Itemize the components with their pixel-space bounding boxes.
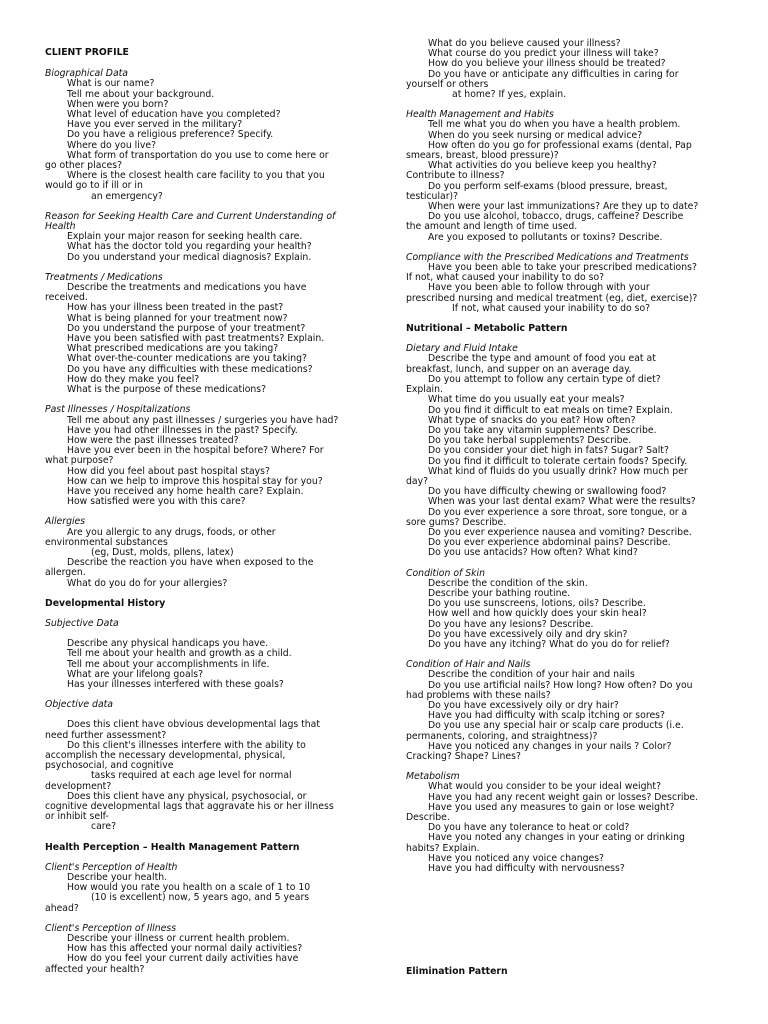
question-line: What course do you predict your illness will take? bbox=[428, 48, 659, 60]
question-line: What do you believe caused your illness? bbox=[428, 38, 621, 49]
question-line: Do you have any difficulties with these medications? bbox=[67, 363, 313, 375]
question-line: What level of education have you completed? bbox=[67, 109, 281, 121]
question-line: How do they make you feel? bbox=[67, 373, 200, 385]
question-line: received. bbox=[45, 292, 88, 304]
question-line: What has the doctor told you regarding your health? bbox=[67, 241, 312, 253]
question-line: Have you ever been in the hospital before? Where? For bbox=[67, 445, 324, 457]
question-line: (eg, Dust, molds, pllens, latex) bbox=[91, 546, 234, 558]
question-line: How well and how quickly does your skin heal? bbox=[428, 608, 647, 620]
section-heading: CLIENT PROFILE bbox=[45, 47, 129, 58]
question-line: allergen. bbox=[45, 567, 86, 579]
question-line: Do you ever experience a sore throat, sore tongue, or a bbox=[428, 506, 688, 518]
section-heading: Elimination Pattern bbox=[406, 966, 508, 978]
question-line: day? bbox=[406, 475, 429, 487]
question-line: Tell me what you do when you have a health problem. bbox=[428, 119, 681, 131]
question-line: Tell me about your health and growth as a child. bbox=[67, 648, 292, 660]
section-heading: Developmental History bbox=[45, 597, 166, 609]
question-line: Do you take herbal supplements? Describe. bbox=[428, 435, 632, 447]
question-line: Do you have excessively oily and dry skin? bbox=[428, 628, 628, 640]
question-line: Do you consider your diet high in fats? Sugar? Salt? bbox=[428, 445, 669, 457]
question-line: the amount and length of time used. bbox=[406, 221, 578, 233]
question-line: testicular)? bbox=[406, 190, 459, 202]
question-line: Do you have any tolerance to heat or cold? bbox=[428, 822, 630, 834]
question-line: had problems with these nails? bbox=[406, 689, 551, 701]
question-line: What form of transportation do you use to come here or bbox=[67, 149, 329, 161]
question-line: Have you had difficulty with scalp itching or sores? bbox=[428, 710, 665, 722]
question-line: When was your last dental exam? What were the results? bbox=[428, 496, 696, 508]
question-line: What is the purpose of these medications? bbox=[67, 384, 267, 396]
question-line: Where do you live? bbox=[67, 139, 157, 151]
subsection-heading: Reason for Seeking Health Care and Current Understanding of bbox=[45, 210, 336, 222]
question-line: accomplish the necessary developmental, physical, bbox=[45, 749, 286, 761]
question-line: Describe your illness or current health problem. bbox=[67, 933, 290, 945]
question-line: Do you have difficulty chewing or swallowing food? bbox=[428, 486, 667, 498]
subsection-heading: Metabolism bbox=[406, 771, 460, 783]
question-line: What is our name? bbox=[67, 78, 155, 90]
question-line: Do you ever experience abdominal pains? Describe. bbox=[428, 537, 671, 549]
question-line: When were you born? bbox=[67, 98, 169, 110]
question-line: tasks required at each age level for normal bbox=[91, 770, 292, 782]
question-line: go other places? bbox=[45, 160, 123, 172]
question-line: permanents, coloring, and straightness)? bbox=[406, 730, 598, 742]
question-line: Have you been able to take your prescribed medications? bbox=[428, 262, 697, 274]
question-line: Do you understand your medical diagnosis? Explain. bbox=[67, 251, 312, 263]
question-line: Do you ever experience nausea and vomiting? Describe. bbox=[428, 526, 692, 538]
subsection-heading: Health Management and Habits bbox=[406, 109, 554, 121]
question-line: How satisfied were you with this care? bbox=[67, 496, 246, 508]
subsection-heading: Condition of Skin bbox=[406, 567, 485, 579]
question-line: Describe the treatments and medications you have bbox=[67, 282, 307, 294]
question-line: Cracking? Shape? Lines? bbox=[406, 751, 521, 762]
question-line: psychosocial, and cognitive bbox=[45, 760, 174, 772]
question-line: Does this client have any physical, psychosocial, or bbox=[67, 790, 307, 802]
question-line: habits? Explain. bbox=[406, 842, 480, 854]
question-line: would go to if ill or in bbox=[45, 180, 143, 192]
question-line: Have you been satisfied with past treatments? Explain. bbox=[67, 333, 325, 345]
question-line: If not, what caused your inability to do so? bbox=[406, 272, 605, 284]
question-line: affected your health? bbox=[45, 963, 145, 975]
question-line: What over-the-counter medications are you taking? bbox=[67, 353, 307, 365]
question-line: How do you believe your illness should be treated? bbox=[428, 58, 666, 70]
question-line: Do you have any itching? What do you do for relief? bbox=[428, 638, 670, 650]
question-line: Do you understand the purpose of your treatment? bbox=[67, 322, 306, 334]
subsection-heading: Health bbox=[45, 221, 76, 233]
question-line: Describe your health. bbox=[67, 872, 168, 884]
question-line: breakfast, lunch, and supper on an average day. bbox=[406, 363, 632, 375]
question-line: Do you use artificial nails? How long? How often? Do you bbox=[428, 679, 693, 691]
question-line: Describe any physical handicaps you have. bbox=[67, 638, 269, 650]
question-line: Have you had difficulty with nervousness? bbox=[428, 863, 625, 875]
question-line: Do you use any special hair or scalp care products (i.e. bbox=[428, 720, 684, 732]
question-line: Have you noticed any changes in your nails ? Color? bbox=[428, 740, 672, 752]
question-line: Do you use alcohol, tobacco, drugs, caffeine? Describe bbox=[428, 211, 684, 223]
question-line: How do you feel your current daily activities have bbox=[67, 953, 299, 965]
question-line: prescribed nursing and medical treatment (eg, diet, exercise)? bbox=[406, 292, 698, 304]
subsection-heading: Client's Perception of Illness bbox=[45, 922, 177, 934]
question-line: Have you noted any changes in your eating or drinking bbox=[428, 832, 685, 844]
question-line: How often do you go for professional exams (dental, Pap bbox=[428, 139, 692, 151]
question-line: What kind of fluids do you usually drink? How much per bbox=[428, 465, 688, 477]
subsection-heading: Condition of Hair and Nails bbox=[406, 659, 531, 671]
question-line: Explain. bbox=[406, 384, 443, 396]
question-line: What are your lifelong goals? bbox=[67, 668, 204, 680]
question-line: Tell me about your accomplishments in life. bbox=[67, 658, 270, 670]
question-line: What prescribed medications are you taking? bbox=[67, 343, 279, 355]
question-line: Do you have excessively oily or dry hair? bbox=[428, 699, 619, 711]
question-line: How has this affected your normal daily activities? bbox=[67, 943, 303, 955]
question-line: Contribute to illness? bbox=[406, 170, 505, 182]
subsection-heading: Allergies bbox=[45, 516, 86, 528]
question-line: Do you take any vitamin supplements? Describe. bbox=[428, 424, 657, 436]
question-line: Are you exposed to pollutants or toxins? Describe. bbox=[428, 231, 663, 243]
question-line: Do you find it difficult to eat meals on time? Explain. bbox=[428, 404, 673, 416]
question-line: If not, what caused your inability to do so? bbox=[452, 302, 651, 314]
question-line: Do you perform self-exams (blood pressure, breast, bbox=[428, 180, 668, 192]
subsection-heading: Client's Perception of Health bbox=[45, 861, 178, 873]
question-line: development? bbox=[45, 780, 112, 792]
question-line: Where is the closest health care facility to you that you bbox=[67, 170, 325, 182]
question-line: need further assessment? bbox=[45, 729, 167, 741]
question-line: environmental substances bbox=[45, 536, 168, 548]
question-line: Have you noticed any voice changes? bbox=[428, 852, 604, 864]
question-line: Do you attempt to follow any certain type of diet? bbox=[428, 373, 661, 385]
question-line: What time do you usually eat your meals? bbox=[428, 394, 625, 406]
question-line: Have you had other illnesses in the past? Specify. bbox=[67, 424, 298, 436]
question-line: What would you consider to be your ideal weight? bbox=[428, 781, 662, 793]
question-line: Do you use antacids? How often? What kind? bbox=[428, 547, 638, 559]
question-line: Have you ever served in the military? bbox=[67, 119, 243, 131]
question-line: care? bbox=[91, 821, 117, 833]
question-line: Describe your bathing routine. bbox=[428, 587, 571, 599]
subsection-heading: Past Illnesses / Hospitalizations bbox=[45, 404, 191, 416]
question-line: Tell me about your background. bbox=[67, 88, 215, 100]
subsection-heading: Objective data bbox=[45, 699, 113, 711]
question-line: What type of snacks do you eat? How often? bbox=[428, 414, 636, 426]
question-line: What do you do for your allergies? bbox=[67, 577, 228, 589]
question-line: Explain your major reason for seeking health care. bbox=[67, 231, 303, 243]
question-line: How has your illness been treated in the past? bbox=[67, 302, 284, 314]
question-line: ahead? bbox=[45, 902, 79, 914]
question-line: Has your illnesses interfered with these goals? bbox=[67, 678, 284, 690]
question-line: Does this client have obvious developmental lags that bbox=[67, 719, 321, 731]
question-line: What activities do you believe keep you healthy? bbox=[428, 160, 657, 172]
section-heading: Health Perception – Health Management Pattern bbox=[45, 841, 300, 853]
subsection-heading: Subjective Data bbox=[45, 617, 119, 629]
question-line: Describe. bbox=[406, 812, 450, 824]
question-line: Do you have a religious preference? Specify. bbox=[67, 129, 274, 141]
question-line: Tell me about any past illnesses / surgeries you have had? bbox=[67, 414, 339, 426]
question-line: Do you have any lesions? Describe. bbox=[428, 618, 594, 630]
question-line: sore gums? Describe. bbox=[406, 516, 507, 528]
subsection-heading: Biographical Data bbox=[45, 68, 128, 80]
question-line: How can we help to improve this hospital stay for you? bbox=[67, 475, 323, 487]
question-line: How did you feel about past hospital stays? bbox=[67, 465, 270, 477]
question-line: When were your last immunizations? Are they up to date? bbox=[428, 201, 699, 213]
left-column bbox=[45, 48, 361, 975]
question-line: Describe the type and amount of food you eat at bbox=[428, 353, 656, 365]
question-line: cognitive developmental lags that aggravate his or her illness bbox=[45, 801, 334, 812]
question-line: Do you use sunscreens, lotions, oils? Describe. bbox=[428, 598, 646, 610]
question-line: or inhibit self- bbox=[45, 811, 109, 823]
question-line: smears, breast, blood pressure)? bbox=[406, 150, 559, 162]
question-line: Describe the condition of your hair and nails bbox=[428, 669, 635, 681]
question-line: Have you used any measures to gain or lose weight? bbox=[428, 801, 675, 813]
subsection-heading: Dietary and Fluid Intake bbox=[406, 343, 518, 355]
question-line: What is being planned for your treatment now? bbox=[67, 312, 288, 324]
question-line: Describe the condition of the skin. bbox=[428, 577, 588, 589]
question-line: Have you been able to follow through with your bbox=[428, 282, 650, 294]
section-heading: Nutritional – Metabolic Pattern bbox=[406, 323, 568, 335]
question-line: an emergency? bbox=[91, 190, 163, 202]
right-column bbox=[406, 39, 728, 977]
question-line: Have you had any recent weight gain or losses? Describe. bbox=[428, 791, 699, 803]
question-line: Describe the reaction you have when exposed to the bbox=[67, 557, 314, 569]
question-line: yourself or others bbox=[406, 78, 489, 90]
question-line: what purpose? bbox=[45, 455, 114, 467]
question-line: Have you received any home health care? Explain. bbox=[67, 485, 304, 497]
question-line: Do you have or anticipate any difficulties in caring for bbox=[428, 68, 679, 80]
subsection-heading: Compliance with the Prescribed Medications and Treatments bbox=[406, 251, 689, 263]
question-line: Are you allergic to any drugs, foods, or other bbox=[67, 526, 276, 538]
question-line: Do this client's illnesses interfere with the ability to bbox=[67, 739, 306, 751]
question-line: (10 is excellent) now, 5 years ago, and 5 years bbox=[91, 892, 310, 904]
question-line: at home? If yes, explain. bbox=[452, 89, 567, 101]
question-line: Do you find it difficult to tolerate certain foods? Specify. bbox=[428, 455, 688, 467]
question-line: How would you rate you health on a scale of 1 to 10 bbox=[67, 882, 311, 894]
question-line: How were the past illnesses treated? bbox=[67, 434, 239, 446]
subsection-heading: Treatments / Medications bbox=[45, 271, 163, 283]
question-line: When do you seek nursing or medical advice? bbox=[428, 129, 643, 141]
